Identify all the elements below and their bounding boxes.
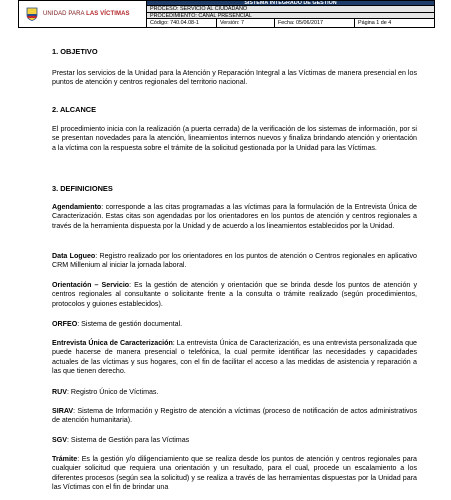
definition-item: Trámite: Es la gestión y/o diligenciamiento que se realiza desde los puntos de atención y centros regionales para cualquier solicitud que requiera una orientación y un resultado, para el cual, procede un escalamiento a los diferentes procesos (según sea la solicitud) y se realiza a través de las herramientas dispuestas por la Unidad para las Víctimas con el fin de brindar una (52, 455, 417, 491)
section-alcance-text: El procedimiento inicia con la realización (a puerta cerrada) de la verificación de los sistemas de información, por si se presentan novedades para la atención, lineamientos internos nuevos y finaliza brindando atención y orientación a la víctima con la respuesta sobre el trámite de la solicitud gestionada por la Unidad para las Víctimas. (52, 125, 417, 152)
organization-logo-text: UNIDAD PARA LAS VÍCTIMAS (43, 11, 130, 17)
procedure-label: PROCEDIMIENTO: CANAL PRESENCIAL (147, 13, 434, 20)
definition-item: SGV: Sistema de Gestión para las Víctimas (52, 436, 190, 444)
logo-cell (19, 1, 147, 27)
definition-item: Data Logueo: Registro realizado por los orientadores en los puntos de atención o Centros regionales en aplicativo CRM Millenium al iniciar la jornada laboral. (52, 252, 417, 270)
section-objetivo-title: 1. OBJETIVO (52, 47, 98, 56)
definition-item: Entrevista Única de Caracterización: La entrevista Única de Caracterización, es una entrevista personalizada que puede hacerse de manera presencial o telefónica, la cual permite identificar las necesidades y capacidades actuales de las víctimas y sus hogares, con el fin de facilitar el acceso a las medidas de asistencia y reparación a las que tienen derecho. (52, 339, 417, 375)
section-alcance-title: 2. ALCANCE (52, 105, 97, 114)
section-definiciones-title: 3. DEFINICIONES (52, 184, 113, 193)
coat-of-arms-icon (26, 7, 38, 21)
process-label: PROCESO: SERVICIO AL CIUDADANO (147, 6, 434, 13)
definition-item: SIRAV: Sistema de Información y Registro de atención a víctimas (proceso de notificación de actos administrativos de atención humanitaria). (52, 407, 417, 425)
section-objetivo-text: Prestar los servicios de la Unidad para la Atención y Reparación Integral a las Víctimas de manera presencial en los puntos de atención y centros regionales del territorio nacional. (52, 69, 417, 87)
system-title: SISTEMA INTEGRADO DE GESTIÓN (147, 1, 434, 6)
document-code: Código: 740.04.08-1 (147, 19, 217, 27)
document-meta-row (147, 19, 434, 27)
definition-item: ORFEO: Sistema de gestión documental. (52, 320, 183, 328)
document-header (18, 0, 435, 28)
page-number: Página 1 de 4 (358, 20, 392, 26)
definition-item: RUV: Registro Único de Víctimas. (52, 388, 159, 396)
document-version: Versión: 7 (217, 19, 275, 27)
definition-item: Orientación – Servicio: Es la gestión de atención y orientación que se brinda desde los puntos de atención y centros regionales al consultante o solicitante frente a la consulta o trámite realizado (según procedimientos, protocolos y guiones establecidos). (52, 281, 417, 308)
document-date: Fecha: 05/06/2017 (275, 19, 355, 27)
definition-item: Agendamiento: corresponde a las citas programadas a las víctimas para la formulación de la Entrevista Única de Caracterización. Estas citas son agendadas por los orientadores en los puntos de atención y centros regionales a través de la herramienta dispuesta por la Unidad y de acuerdo a los lineamientos establecidos por la Unidad. (52, 203, 417, 230)
